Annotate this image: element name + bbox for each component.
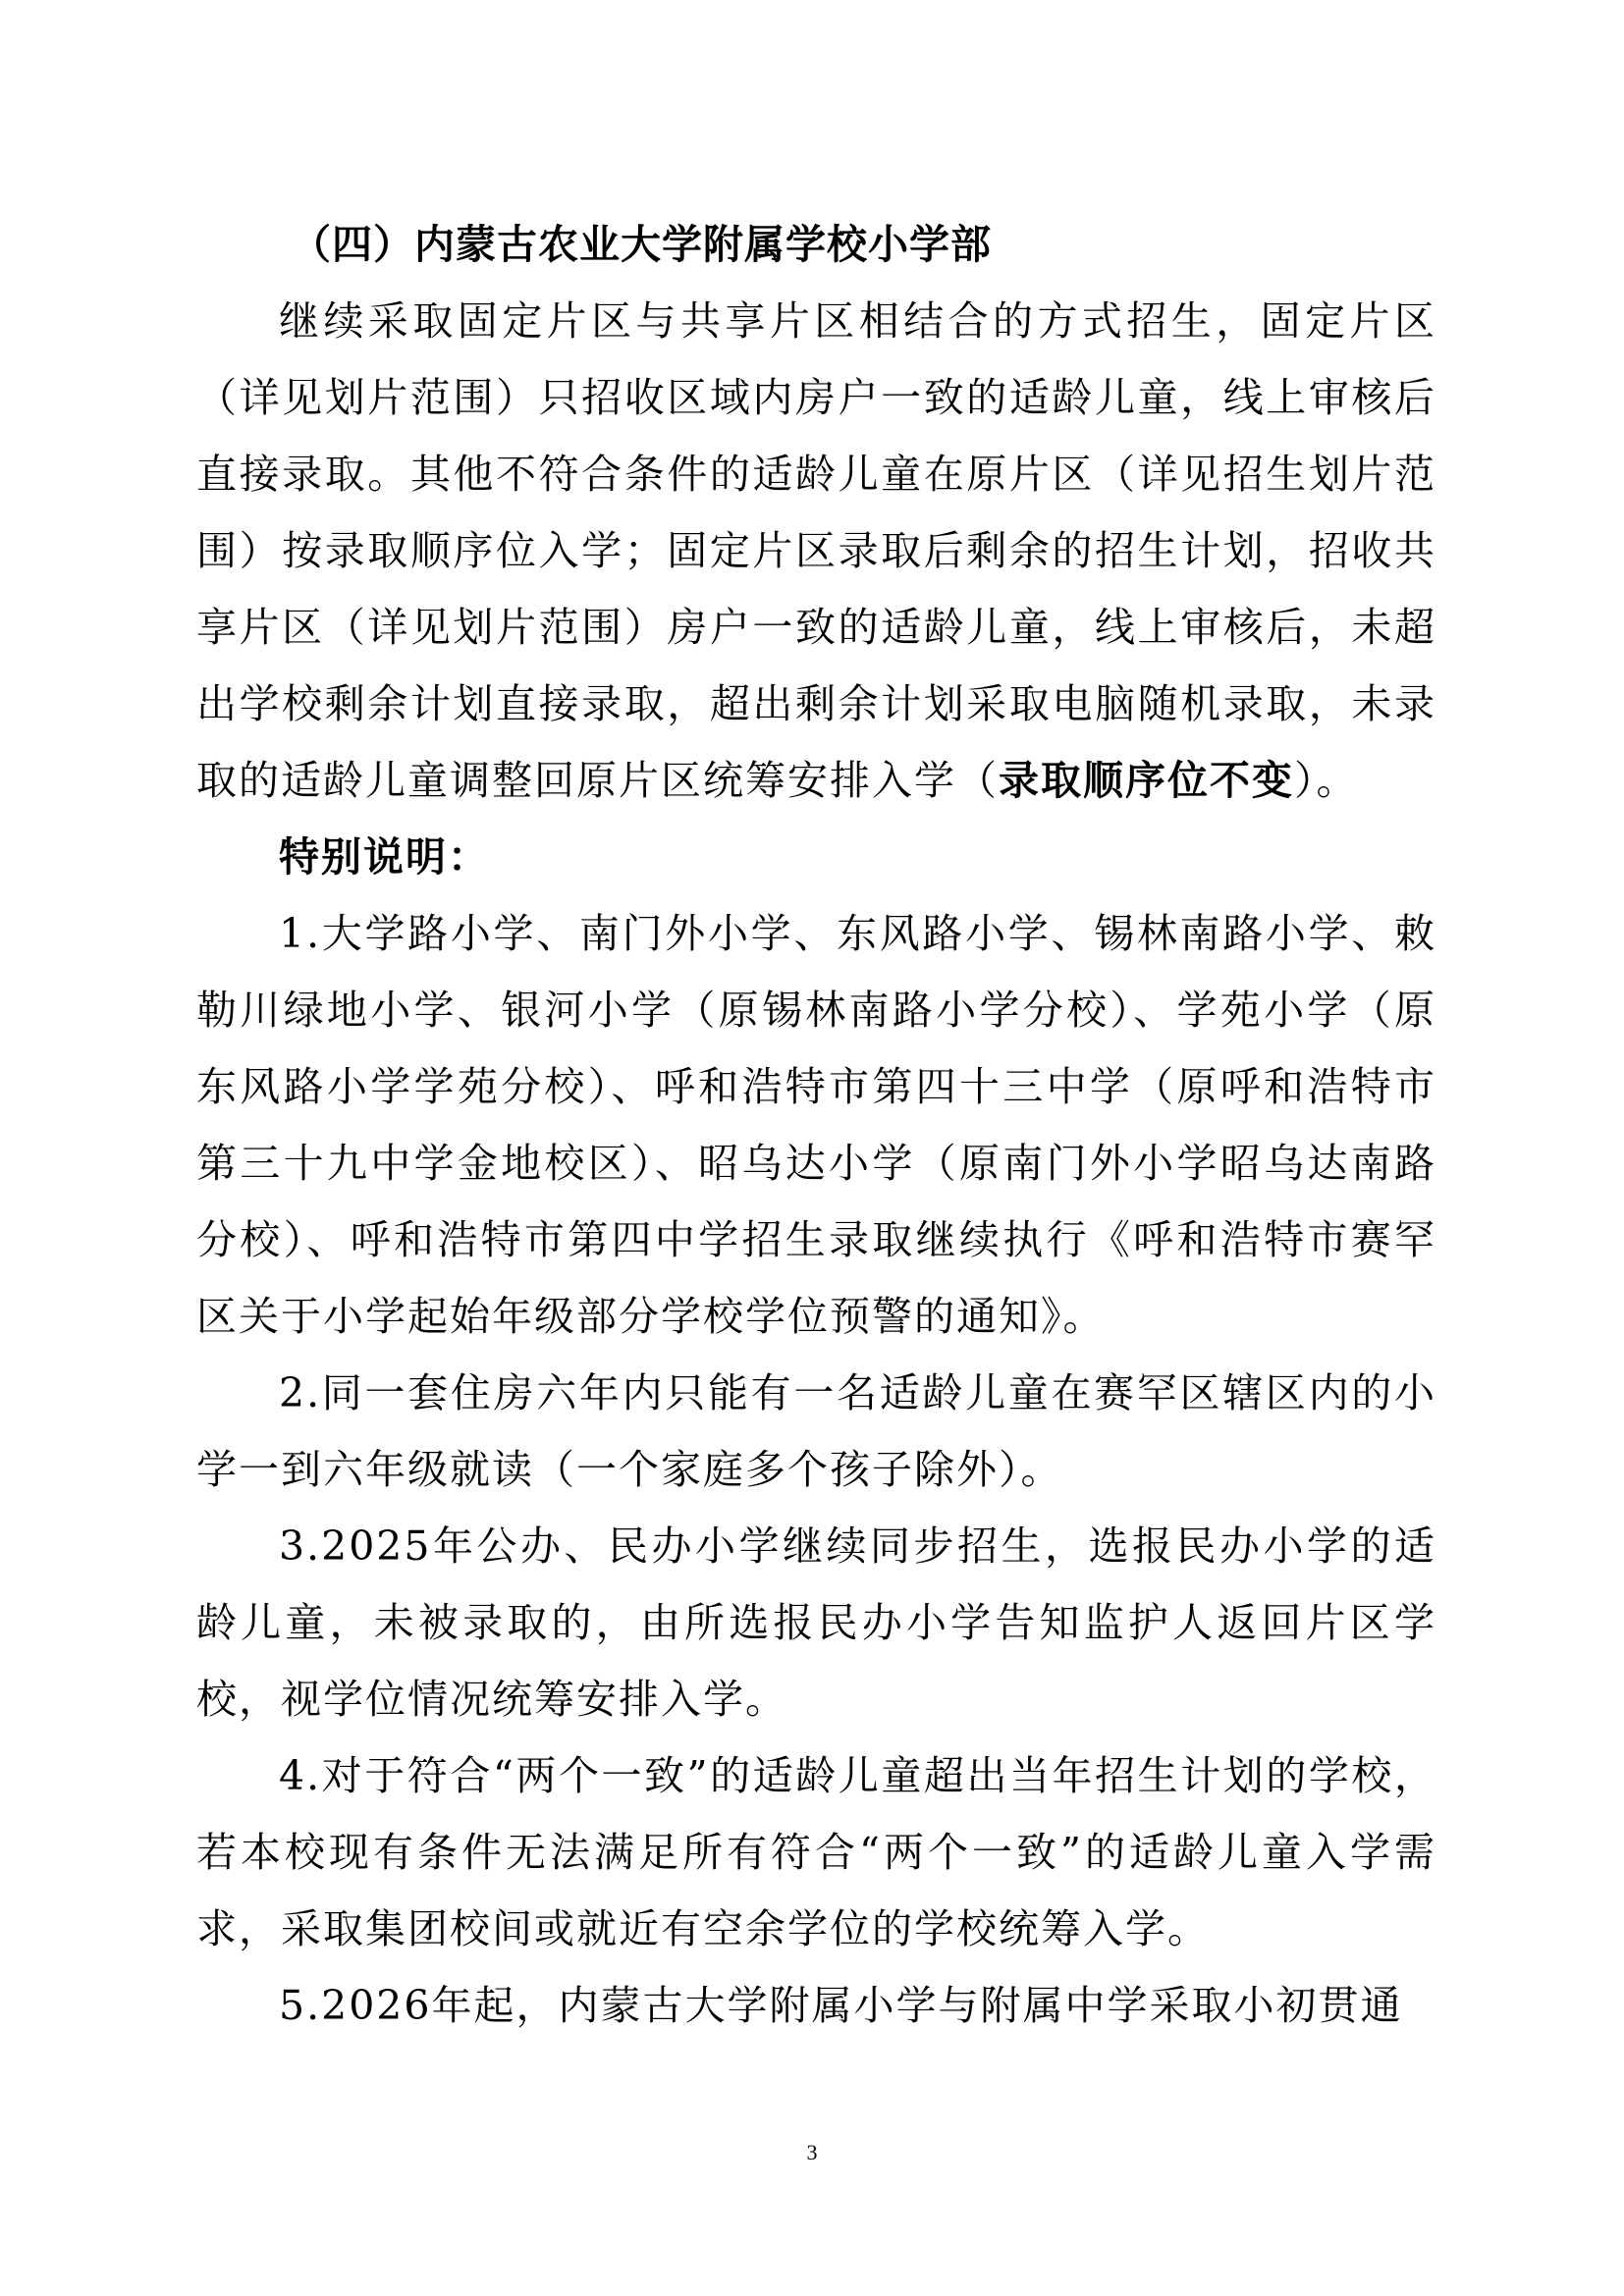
intro-bold-text: 录取顺序位不变 [999, 757, 1294, 804]
note-item-4: 4.对于符合“两个一致”的适龄儿童超出当年招生计划的学校，若本校现有条件无法满足所有符合“两个一致”的适龄儿童入学需求，采取集团校间或就近有空余学位的学校统筹入学。 [196, 1752, 1436, 1952]
note-item-3: 3.2025年公办、民办小学继续同步招生，选报民办小学的适龄儿童，未被录取的，由所选报民办小学告知监护人返回片区学校，视学位情况统筹安排入学。 [196, 1522, 1436, 1723]
intro-end-text: ）。 [1294, 757, 1359, 804]
document-body [196, 206, 1436, 2044]
section-heading: （四）内蒙古农业大学附属学校小学部 [291, 221, 992, 268]
intro-text: 继续采取固定片区与共享片区相结合的方式招生，固定片区（详见划片范围）只招收区域内房户一致的适龄儿童，线上审核后直接录取。其他不符合条件的适龄儿童在原片区（详见招生划片范围）按录取顺序位入学；固定片区录取后剩余的招生计划，招收共享片区（详见划片范围）房户一致的适龄儿童，线上审核后，未超出学校剩余计划直接录取，超出剩余计划采取电脑随机录取，未录取的适龄儿童调整回原片区统筹安排入学（ [196, 297, 1436, 804]
notes-title: 特别说明： [279, 833, 490, 881]
page-number: 3 [806, 2140, 818, 2164]
note-item-5: 5.2026年起，内蒙古大学附属小学与附属中学采取小初贯通 [279, 1982, 1403, 2029]
note-item-2: 2.同一套住房六年内只能有一名适龄儿童在赛罕区辖区内的小学一到六年级就读（一个家庭多个孩子除外）。 [196, 1369, 1436, 1493]
intro-paragraph [196, 283, 1436, 819]
note-item-1: 1.大学路小学、南门外小学、东风路小学、锡林南路小学、敕勒川绿地小学、银河小学（原锡林南路小学分校）、学苑小学（原东风路小学学苑分校）、呼和浩特市第四十三中学（原呼和浩特市第三十九中学金地校区）、昭乌达小学（原南门外小学昭乌达南路分校）、呼和浩特市第四中学招生录取继续执行《呼和浩特市赛罕区关于小学起始年级部分学校学位预警的通知》。 [196, 910, 1436, 1340]
